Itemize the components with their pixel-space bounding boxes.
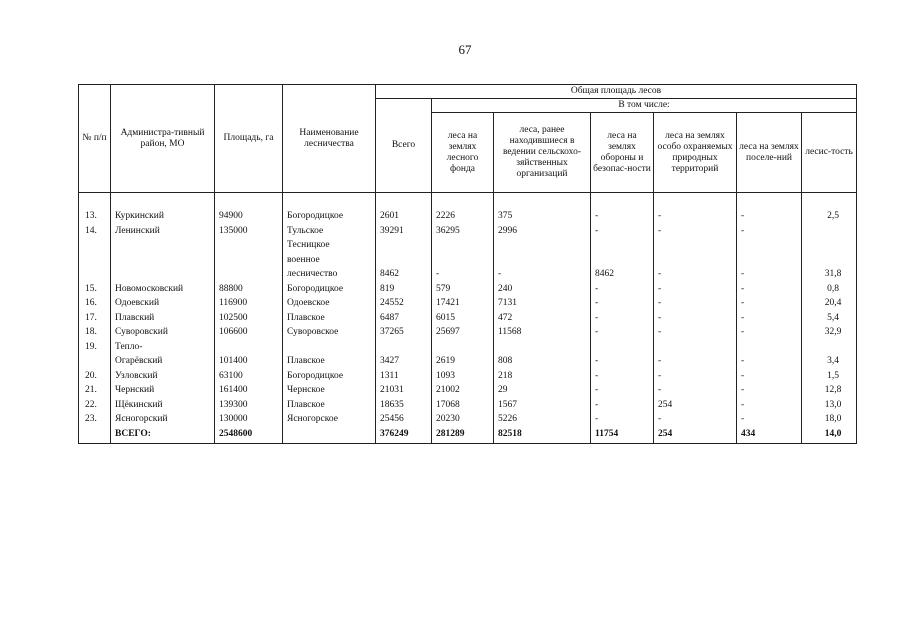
total-row xyxy=(79,427,857,444)
cell-district: Тепло- xyxy=(111,340,215,355)
cell-defense: - xyxy=(591,369,654,384)
cell-protected: - xyxy=(654,354,737,369)
total-cover: 14,0 xyxy=(802,427,857,444)
cell-forest-fund: 17421 xyxy=(432,296,494,311)
cell-cover: 3,4 xyxy=(802,354,857,369)
cell-area: 106600 xyxy=(215,325,283,340)
cell-agri: - xyxy=(494,267,591,282)
cell-agri: 29 xyxy=(494,383,591,398)
cell-area xyxy=(215,238,283,253)
table-row xyxy=(79,311,857,326)
cell-cover: 5,4 xyxy=(802,311,857,326)
cell-district xyxy=(111,238,215,253)
cell-forest-fund xyxy=(432,340,494,355)
header-total: Всего xyxy=(376,99,432,193)
cell-forest-fund: 579 xyxy=(432,282,494,297)
cell-area: 116900 xyxy=(215,296,283,311)
header-total-area-group: Общая площадь лесов xyxy=(376,85,857,99)
table-row xyxy=(79,282,857,297)
cell-area xyxy=(215,267,283,282)
cell-protected: - xyxy=(654,209,737,224)
cell-forestry: Плавское xyxy=(283,311,376,326)
cell-num: 21. xyxy=(79,383,111,398)
cell-district xyxy=(111,267,215,282)
cell-forestry: Плавское xyxy=(283,354,376,369)
cell-forestry xyxy=(283,340,376,355)
cell-total: 24552 xyxy=(376,296,432,311)
cell-cover: 2,5 xyxy=(802,209,857,224)
cell-forest-fund: - xyxy=(432,267,494,282)
cell-agri: 375 xyxy=(494,209,591,224)
header-area: Площадь, га xyxy=(215,85,283,193)
cell-total xyxy=(376,340,432,355)
cell-total: 3427 xyxy=(376,354,432,369)
total-agri: 82518 xyxy=(494,427,591,444)
table-row xyxy=(79,209,857,224)
cell-agri: 5226 xyxy=(494,412,591,427)
header-forest-cover: лесис-тость xyxy=(802,113,857,193)
forest-area-table xyxy=(78,84,857,444)
cell-district: Одоевский xyxy=(111,296,215,311)
cell-num xyxy=(79,267,111,282)
cell-agri: 7131 xyxy=(494,296,591,311)
cell-cover: 18,0 xyxy=(802,412,857,427)
cell-defense: - xyxy=(591,282,654,297)
cell-forest-fund: 20230 xyxy=(432,412,494,427)
cell-area: 161400 xyxy=(215,383,283,398)
cell-cover: 1,5 xyxy=(802,369,857,384)
cell-agri: 1567 xyxy=(494,398,591,413)
cell-settlements xyxy=(737,340,802,355)
cell-num xyxy=(79,253,111,268)
cell-defense: - xyxy=(591,398,654,413)
cell-defense: 8462 xyxy=(591,267,654,282)
total-label: ВСЕГО: xyxy=(111,427,215,444)
cell-forest-fund xyxy=(432,238,494,253)
cell-forestry: Плавское xyxy=(283,398,376,413)
cell-district: Куркинский xyxy=(111,209,215,224)
table-row xyxy=(79,253,857,268)
cell-forest-fund: 25697 xyxy=(432,325,494,340)
table-body xyxy=(79,193,857,210)
cell-settlements: - xyxy=(737,224,802,239)
cell-total xyxy=(376,238,432,253)
cell-cover: 0,8 xyxy=(802,282,857,297)
cell-forestry: Тесницкое xyxy=(283,238,376,253)
cell-forestry: Богородицкое xyxy=(283,282,376,297)
cell-protected: - xyxy=(654,369,737,384)
cell-total: 819 xyxy=(376,282,432,297)
cell-forest-fund xyxy=(432,253,494,268)
cell-settlements: - xyxy=(737,267,802,282)
cell-agri xyxy=(494,238,591,253)
total-forestry-cell xyxy=(283,427,376,444)
cell-district: Суворовский xyxy=(111,325,215,340)
cell-num: 20. xyxy=(79,369,111,384)
cell-total: 2601 xyxy=(376,209,432,224)
cell-area: 130000 xyxy=(215,412,283,427)
cell-agri: 472 xyxy=(494,311,591,326)
cell-forest-fund: 21002 xyxy=(432,383,494,398)
spacer-row xyxy=(79,193,857,210)
cell-forestry: военное xyxy=(283,253,376,268)
table-row xyxy=(79,369,857,384)
cell-defense: - xyxy=(591,354,654,369)
cell-total: 37265 xyxy=(376,325,432,340)
cell-defense: - xyxy=(591,383,654,398)
cell-district: Узловский xyxy=(111,369,215,384)
cell-area xyxy=(215,340,283,355)
cell-forest-fund: 17068 xyxy=(432,398,494,413)
data-rows xyxy=(79,209,857,427)
total-area: 2548600 xyxy=(215,427,283,444)
cell-district: Плавский xyxy=(111,311,215,326)
cell-settlements: - xyxy=(737,282,802,297)
cell-defense: - xyxy=(591,296,654,311)
cell-settlements: - xyxy=(737,383,802,398)
cell-area: 139300 xyxy=(215,398,283,413)
cell-forest-fund: 6015 xyxy=(432,311,494,326)
cell-protected: 254 xyxy=(654,398,737,413)
table-row xyxy=(79,383,857,398)
cell-forestry: Одоевское xyxy=(283,296,376,311)
table-header xyxy=(79,85,857,193)
cell-district: Щёкинский xyxy=(111,398,215,413)
cell-cover: 20,4 xyxy=(802,296,857,311)
cell-total: 25456 xyxy=(376,412,432,427)
cell-settlements: - xyxy=(737,296,802,311)
table-row xyxy=(79,412,857,427)
cell-defense xyxy=(591,238,654,253)
header-settlements: леса на землях поселе-ний xyxy=(737,113,802,193)
header-including: В том числе: xyxy=(432,99,857,113)
cell-forest-fund: 36295 xyxy=(432,224,494,239)
table-row xyxy=(79,296,857,311)
cell-protected: - xyxy=(654,383,737,398)
table-row xyxy=(79,238,857,253)
cell-district: Огарёвский xyxy=(111,354,215,369)
cell-settlements: - xyxy=(737,325,802,340)
cell-forest-fund: 2226 xyxy=(432,209,494,224)
cell-protected: - xyxy=(654,267,737,282)
cell-protected: - xyxy=(654,224,737,239)
cell-agri: 2996 xyxy=(494,224,591,239)
cell-forestry: Тульское xyxy=(283,224,376,239)
cell-cover xyxy=(802,224,857,239)
cell-agri xyxy=(494,253,591,268)
cell-total: 8462 xyxy=(376,267,432,282)
table-row xyxy=(79,354,857,369)
total-forest-fund: 281289 xyxy=(432,427,494,444)
cell-num xyxy=(79,354,111,369)
header-protected: леса на землях особо охраняемых природных территорий xyxy=(654,113,737,193)
table-row xyxy=(79,267,857,282)
cell-agri: 11568 xyxy=(494,325,591,340)
cell-area: 88800 xyxy=(215,282,283,297)
cell-num: 18. xyxy=(79,325,111,340)
cell-num: 16. xyxy=(79,296,111,311)
cell-settlements: - xyxy=(737,369,802,384)
cell-cover: 31,8 xyxy=(802,267,857,282)
cell-forestry: Богородицкое xyxy=(283,369,376,384)
cell-defense: - xyxy=(591,224,654,239)
cell-district: Новомосковский xyxy=(111,282,215,297)
cell-num: 15. xyxy=(79,282,111,297)
cell-cover: 12,8 xyxy=(802,383,857,398)
cell-cover xyxy=(802,253,857,268)
cell-settlements: - xyxy=(737,398,802,413)
cell-num: 17. xyxy=(79,311,111,326)
cell-area: 102500 xyxy=(215,311,283,326)
cell-area: 101400 xyxy=(215,354,283,369)
cell-agri xyxy=(494,340,591,355)
cell-protected: - xyxy=(654,412,737,427)
cell-forestry: Суворовское xyxy=(283,325,376,340)
table-row xyxy=(79,325,857,340)
table-row xyxy=(79,340,857,355)
cell-num: 22. xyxy=(79,398,111,413)
cell-num: 14. xyxy=(79,224,111,239)
cell-forestry: Чернское xyxy=(283,383,376,398)
cell-agri: 240 xyxy=(494,282,591,297)
header-num: № п/п xyxy=(79,85,111,193)
cell-cover: 13,0 xyxy=(802,398,857,413)
total-total: 376249 xyxy=(376,427,432,444)
cell-cover xyxy=(802,340,857,355)
cell-district: Ленинский xyxy=(111,224,215,239)
cell-area: 135000 xyxy=(215,224,283,239)
table-row xyxy=(79,224,857,239)
cell-area: 63100 xyxy=(215,369,283,384)
header-agri: леса, ранее находившиеся в ведении сельскохо-зяйственных организаций xyxy=(494,113,591,193)
cell-forestry: Ясногорское xyxy=(283,412,376,427)
cell-total xyxy=(376,253,432,268)
page-number: 67 xyxy=(458,42,472,57)
cell-protected: - xyxy=(654,325,737,340)
total-protected: 254 xyxy=(654,427,737,444)
cell-cover xyxy=(802,238,857,253)
cell-cover: 32,9 xyxy=(802,325,857,340)
cell-defense: - xyxy=(591,325,654,340)
cell-num: 23. xyxy=(79,412,111,427)
cell-defense xyxy=(591,340,654,355)
cell-district xyxy=(111,253,215,268)
cell-total: 39291 xyxy=(376,224,432,239)
cell-protected: - xyxy=(654,296,737,311)
cell-num: 19. xyxy=(79,340,111,355)
cell-total: 21031 xyxy=(376,383,432,398)
cell-protected xyxy=(654,253,737,268)
cell-forestry: лесничество xyxy=(283,267,376,282)
cell-num: 13. xyxy=(79,209,111,224)
cell-settlements: - xyxy=(737,412,802,427)
cell-settlements: - xyxy=(737,354,802,369)
header-forest-fund: леса на землях лесного фонда xyxy=(432,113,494,193)
cell-protected xyxy=(654,340,737,355)
cell-area xyxy=(215,253,283,268)
cell-defense: - xyxy=(591,311,654,326)
table-row xyxy=(79,398,857,413)
cell-district: Чернский xyxy=(111,383,215,398)
cell-protected: - xyxy=(654,282,737,297)
cell-settlements: - xyxy=(737,209,802,224)
cell-num xyxy=(79,238,111,253)
cell-agri: 218 xyxy=(494,369,591,384)
cell-forest-fund: 2619 xyxy=(432,354,494,369)
header-defense: леса на землях обороны и безопас-ности xyxy=(591,113,654,193)
cell-forest-fund: 1093 xyxy=(432,369,494,384)
total-settlements: 434 xyxy=(737,427,802,444)
cell-protected xyxy=(654,238,737,253)
cell-total: 18635 xyxy=(376,398,432,413)
cell-defense: - xyxy=(591,412,654,427)
total-section xyxy=(79,427,857,444)
cell-agri: 808 xyxy=(494,354,591,369)
total-num-cell xyxy=(79,427,111,444)
cell-settlements xyxy=(737,238,802,253)
cell-total: 1311 xyxy=(376,369,432,384)
cell-settlements: - xyxy=(737,311,802,326)
header-forestry: Наименование лесничества xyxy=(283,85,376,193)
cell-total: 6487 xyxy=(376,311,432,326)
cell-settlements xyxy=(737,253,802,268)
cell-forestry: Богородицкое xyxy=(283,209,376,224)
cell-district: Ясногорский xyxy=(111,412,215,427)
cell-defense xyxy=(591,253,654,268)
cell-protected: - xyxy=(654,311,737,326)
cell-area: 94900 xyxy=(215,209,283,224)
total-defense: 11754 xyxy=(591,427,654,444)
cell-defense: - xyxy=(591,209,654,224)
header-district: Администра-тивный район, МО xyxy=(111,85,215,193)
